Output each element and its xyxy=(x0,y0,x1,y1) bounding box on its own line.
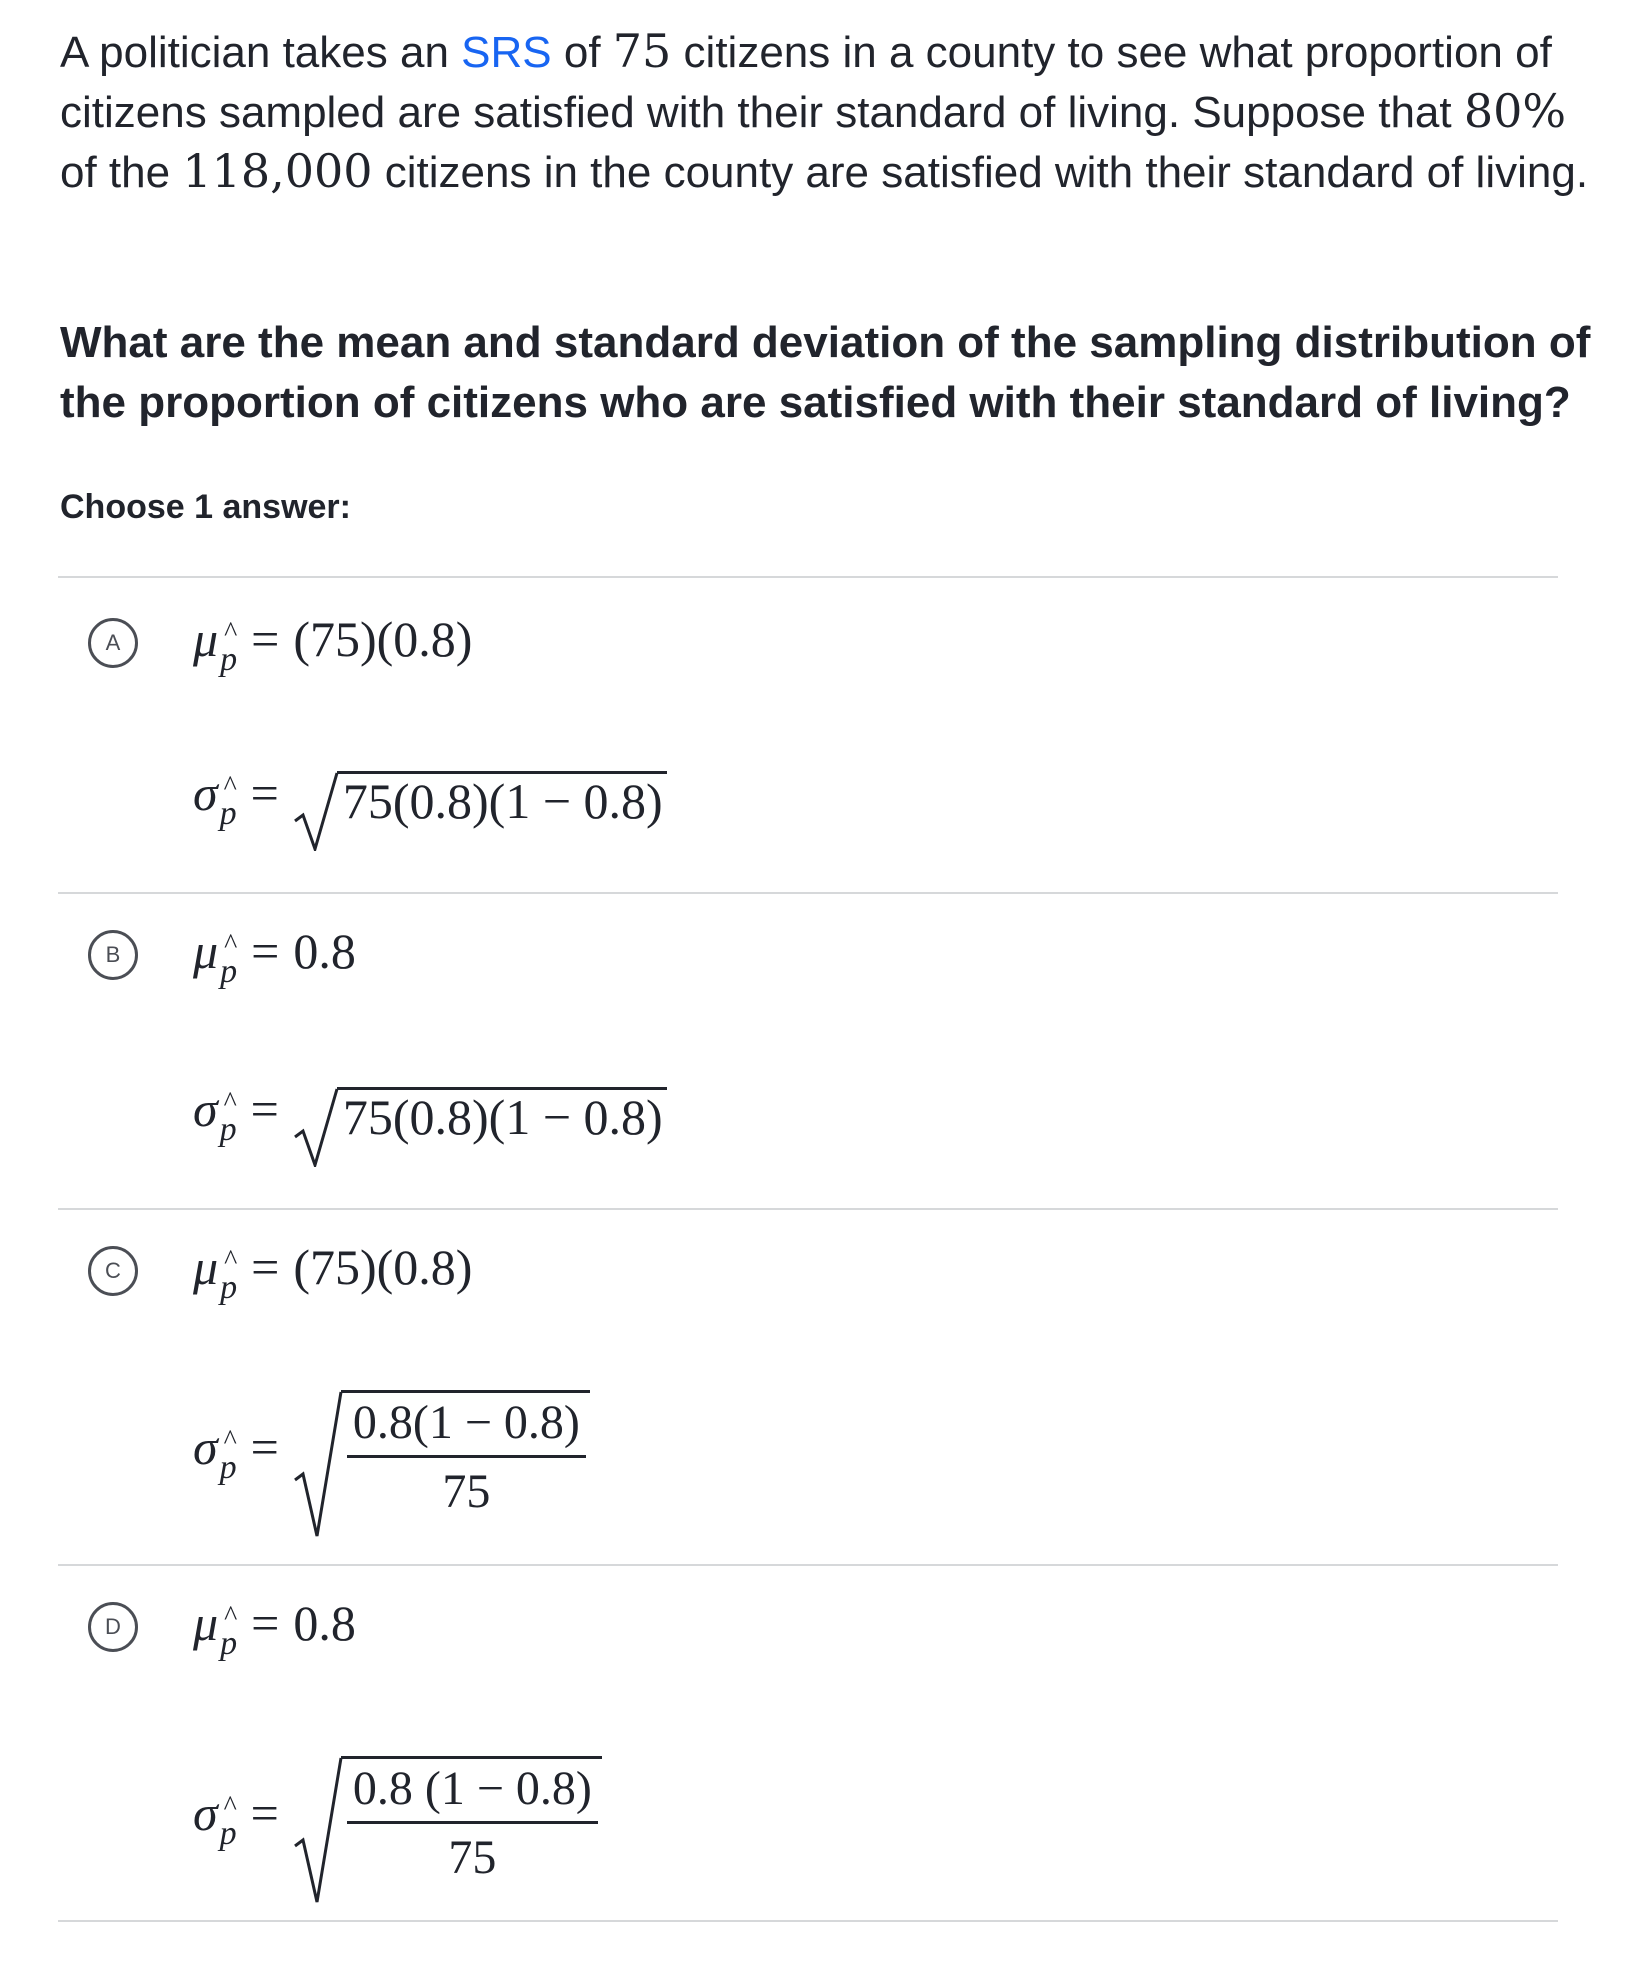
choice-d-mean-value: 0.8 xyxy=(293,1595,356,1651)
mu-symbol: μ xyxy=(193,1239,219,1295)
sqrt-symbol xyxy=(293,1756,602,1882)
choice-b-radio[interactable] xyxy=(88,930,138,980)
sqrt-symbol xyxy=(293,771,667,830)
prompt-text-4: of the xyxy=(60,148,183,197)
choice-c-mean: μ $_{\^{} p}$ = (75)(0.8) xyxy=(193,1239,473,1306)
choice-b-sd: σ $_{\^{} p}$ = 75(0.8)(1 − 0.8) xyxy=(193,1084,667,1142)
prompt-text-3: citizens in a county to see what proportion of citizens sampled are satisfied with their standard of living. Suppose that xyxy=(60,28,1552,137)
choice-d-fraction xyxy=(347,1762,598,1884)
choice-c-letter: C xyxy=(105,1258,121,1283)
mu-symbol: μ xyxy=(193,1595,219,1651)
choice-d-radio[interactable] xyxy=(88,1602,138,1652)
sample-size: 75 xyxy=(612,24,672,78)
choice-d-sd-numerator: 0.8 (1 − 0.8) xyxy=(347,1765,598,1824)
population-size: 118,000 xyxy=(182,144,373,198)
percent-satisfied: 80% xyxy=(1463,84,1567,138)
choice-a-sd: σ $_{\^{} p}$ = 75(0.8)(1 − 0.8) xyxy=(193,768,667,826)
sigma-symbol: σ xyxy=(193,1419,218,1476)
sqrt-symbol xyxy=(293,1087,667,1146)
divider xyxy=(58,1920,1558,1922)
choice-a-radio[interactable] xyxy=(88,618,138,668)
sigma-symbol: σ xyxy=(193,1081,218,1137)
sigma-symbol: σ xyxy=(193,765,218,821)
choice-a-mean-value: (75)(0.8) xyxy=(293,611,473,667)
choice-d-sd: σ $_{\^{} p}$ = $\frac{0.8 (1 - 0.8)}{75}$ xyxy=(193,1756,602,1882)
choice-d-mean: μ $_{\^{} p}$ = 0.8 xyxy=(193,1595,356,1662)
question-text: What are the mean and standard deviation of the sampling distribution of the proportion of citizens who are satisfied with their standard of living? xyxy=(60,318,1591,427)
choice-c-mean-value: (75)(0.8) xyxy=(293,1239,473,1295)
prompt-text-5: citizens in the county are satisfied with their standard of living. xyxy=(372,148,1589,197)
choice-b-sd-radicand: 75(0.8)(1 − 0.8) xyxy=(337,1087,667,1142)
choice-c-fraction xyxy=(347,1396,586,1518)
choice-c-sd-denominator: 75 xyxy=(442,1465,491,1518)
prompt-text-2: of xyxy=(551,28,613,77)
choice-a-sd-radicand: 75(0.8)(1 − 0.8) xyxy=(337,771,667,826)
choice-a[interactable] xyxy=(58,578,1558,892)
choice-c[interactable] xyxy=(58,1210,1558,1564)
choice-c-sd-numerator: 0.8(1 − 0.8) xyxy=(347,1399,586,1458)
choice-c-sd: σ $_{\^{} p}$ = $\frac{0.8(1 - 0.8)}{75}$ xyxy=(193,1390,590,1516)
choice-a-letter: A xyxy=(105,630,121,655)
choice-b[interactable] xyxy=(58,894,1558,1208)
mu-symbol: μ xyxy=(193,611,219,667)
mu-symbol: μ xyxy=(193,923,219,979)
prompt-text-1: A politician takes an xyxy=(60,28,462,77)
sigma-symbol: σ xyxy=(193,1785,218,1842)
choice-d[interactable] xyxy=(58,1566,1558,1918)
choose-label: Choose 1 answer: xyxy=(60,488,351,526)
problem-statement xyxy=(60,22,1600,202)
srs-link[interactable]: SRS xyxy=(461,28,552,77)
choice-b-mean: μ $_{\^{} p}$ = 0.8 xyxy=(193,923,356,990)
choice-b-mean-value: 0.8 xyxy=(293,923,356,979)
choice-b-letter: B xyxy=(105,942,121,967)
choice-a-mean: μ $_{\^{} p}$ = (75)(0.8) xyxy=(193,611,473,678)
choice-d-letter: D xyxy=(105,1614,121,1639)
choice-d-sd-denominator: 75 xyxy=(448,1831,497,1884)
choice-c-radio[interactable] xyxy=(88,1246,138,1296)
sqrt-symbol xyxy=(293,1390,590,1516)
